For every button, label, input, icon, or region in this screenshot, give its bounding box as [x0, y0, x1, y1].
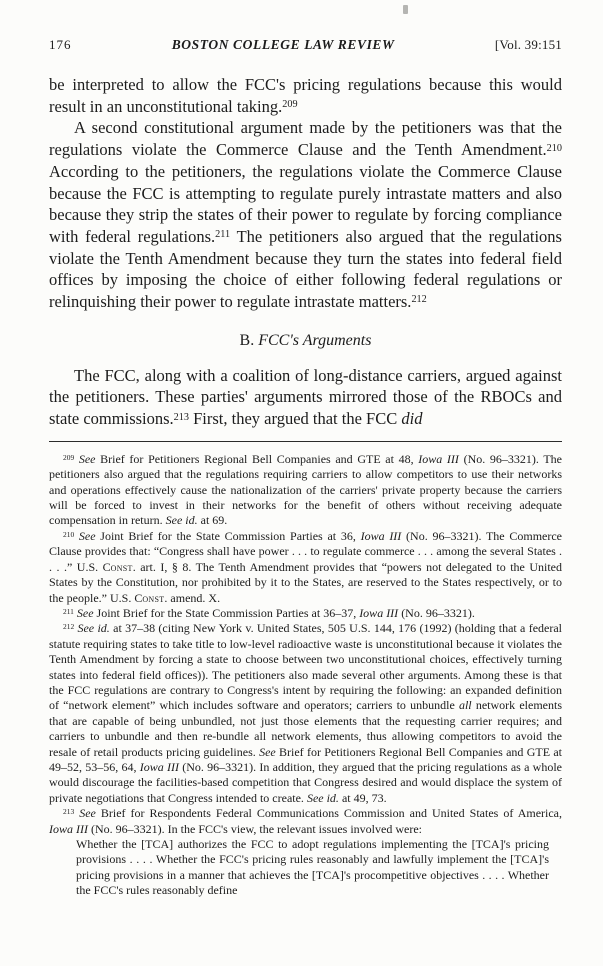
- body-paragraph: The FCC, along with a coalition of long-distance carriers, argued against the petitioners. These parties' arguments mirrored those of the RBOCs and state commissions.$^{213}$ First, they argued that the FCC did: [49, 365, 562, 429]
- footnote-211: $^{211}$ See Joint Brief for the State Commission Parties at 36–37, Iowa III (No. 96–3321).: [63, 605, 475, 620]
- scan-artifact-mark: [403, 5, 408, 14]
- footnote-212: $^{212}$ See id. at 37–38 (citing New York v. United States, 505 U.S. 144, 176 (1992) (holding that a federal statute requiring states to take title to low-level radioactive waste is unconstitutional because it violates the Tenth Amendment by forcing a state to choose between two unconstitutional choices, effectively turning states into federal field offices)). The petitioners also made several other arguments. Among these is that the FCC regulations are contrary to Congress's intent by requiring the following: an expanded definition of “network element” which includes software and operators; carriers to unbundle all network elements that are capable of being unbundled, not just those elements that the requesting carrier requires; and carriers to unbundle and then re-bundle all network elements, thus allowing competitors to avoid the resale of retail products pricing guidelines. See Brief for Petitioners Regional Bell Companies and GTE at 49–52, 53–56, 64, Iowa III (No. 96–3321). In addition, they argued that the pricing regulations as a whole would discourage the facilities-based competition that Congress desired and would displace the system of private negotiations that Congress intended to create. See id. at 49, 73.: [49, 621, 563, 805]
- running-header: [49, 37, 562, 53]
- footnote-separator: [49, 441, 562, 442]
- footnotes-section: [49, 452, 562, 899]
- footnote-number: 212: [63, 621, 75, 631]
- footnote-reference: 209: [282, 99, 298, 111]
- footnote-reference: 213: [173, 411, 189, 423]
- page-number: 176: [49, 37, 72, 52]
- footnote-209: $^{209}$ See Brief for Petitioners Regional Bell Companies and GTE at 48, Iowa III (No. 96–3321). The petitioners also argued that the regulations requiring carriers to allow competitors to use their networks and operations effectively cause the nationalization of the carriers' private property because the carriers will be forced to invest in their networks for the benefit of others without receiving adequate compensation in return. See id. at 69.: [49, 451, 562, 528]
- body-text: [49, 74, 562, 430]
- footnote-number: 210: [63, 529, 75, 539]
- footnote-reference: 211: [215, 229, 231, 241]
- footnote-reference: 210: [546, 142, 562, 154]
- body-paragraph: A second constitutional argument made by the petitioners was that the regulations violate the Commerce Clause and the Tenth Amendment.$^{210}$ According to the petitioners, the regulations violate the Commerce Clause because the FCC is attempting to regulate purely intrastate matters and also because they strip the states of their power to regulate by forcing compliance with federal regulations.$^{211}$ The petitioners also argued that the regulations violate the Tenth Amendment because they turn the states into federal field offices by imposing the choice of either following federal regulations or relinquishing their power to regulate intrastate matters.$^{212}$: [49, 118, 562, 312]
- body-paragraph: be interpreted to allow the FCC's pricing regulations because this would result in an unconstitutional taking.$^{209}$: [49, 75, 562, 116]
- volume-citation: [Vol. 39:151: [494, 37, 562, 52]
- footnote-210: $^{210}$ See Joint Brief for the State Commission Parties at 36, Iowa III (No. 96–3321). The Commerce Clause provides that: “Congress shall have power . . . to regulate commerce . . . among the several States . . . .” U.S. Const. art. I, § 8. The Tenth Amendment provides that “powers not delegated to the United States by the Constitution, nor prohibited by it to the States, are reserved to the States respectively, or to the people.” U.S. Const. amend. X.: [49, 528, 563, 605]
- footnote-213: $^{213}$ See Brief for Respondents Federal Communications Commission and United States of America, Iowa III (No. 96–3321). In the FCC's view, the relevant issues involved were:: [49, 806, 563, 836]
- footnote-number: 213: [63, 806, 75, 816]
- footnote-blockquote: Whether the [TCA] authorizes the FCC to adopt regulations implementing the [TCA]'s pricing provisions . . . . Whether the FCC's pricing rules reasonably and lawfully implement the [TCA]'s pricing provisions in a manner that achieves the [TCA]'s procompetitive objectives . . . . Whether the FCC's rules reasonably define: [76, 837, 549, 898]
- footnote-number: 209: [63, 452, 75, 462]
- section-heading: B. FCC's Arguments: [239, 331, 372, 349]
- journal-title: BOSTON COLLEGE LAW REVIEW: [171, 37, 395, 52]
- page-content: [49, 37, 562, 899]
- footnote-reference: 212: [411, 294, 427, 306]
- footnote-number: 211: [63, 606, 74, 616]
